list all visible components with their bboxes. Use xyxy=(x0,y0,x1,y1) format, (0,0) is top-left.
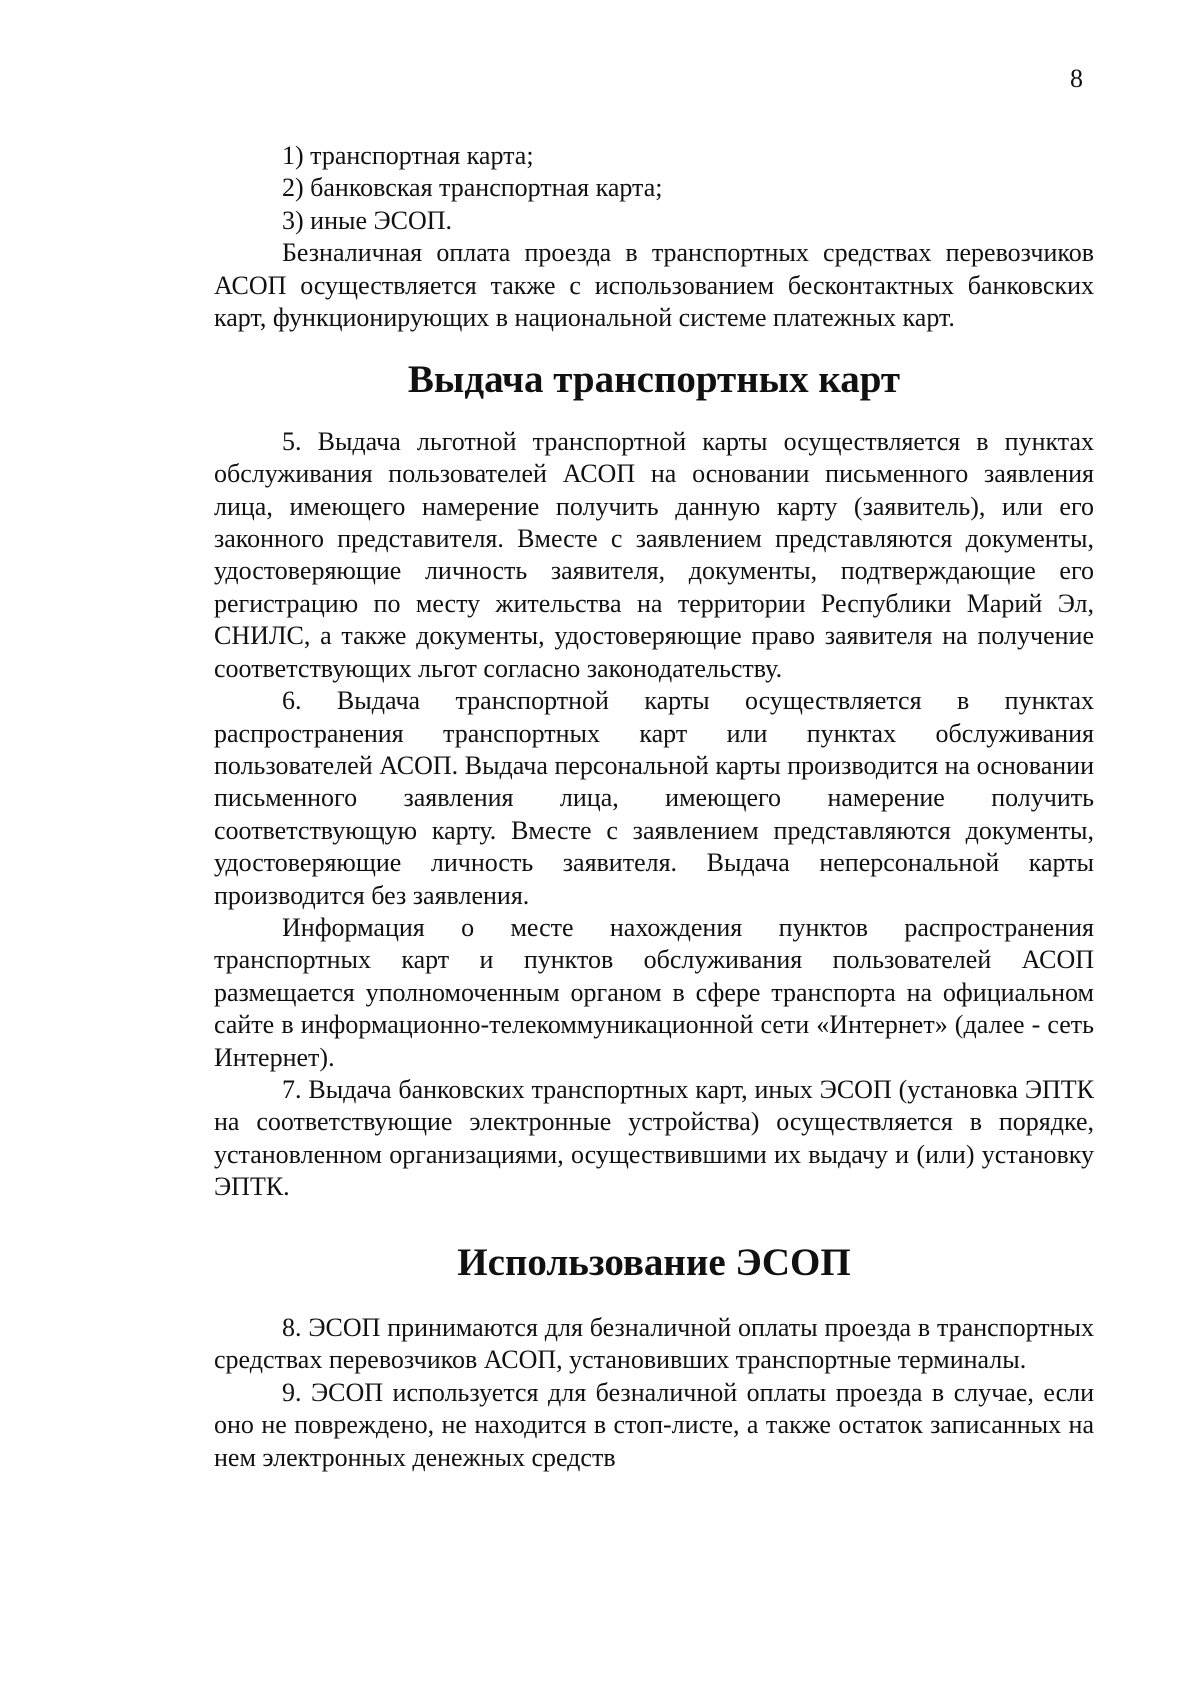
paragraph-7: 7. Выдача банковских транспортных карт, иных ЭСОП (установка ЭПТК на соответствующие электронные устройства) осуществляется в порядке, установленном организациями, осуществившими их выдачу и (или) установку ЭПТК. xyxy=(214,1074,1094,1202)
paragraph-info: Информация о месте нахождения пунктов распространения транспортных карт и пунктов обслуживания пользователей АСОП размещается уполномоченным органом в сфере транспорта на официальном сайте в информационно-телекоммуникационной сети «Интернет» (далее - сеть Интернет). xyxy=(214,912,1094,1072)
section-heading-issuance: Выдача транспортных карт xyxy=(407,358,901,402)
paragraph-5: 5. Выдача льготной транспортной карты осуществляется в пунктах обслуживания пользователей АСОП на основании письменного заявления лица, имеющего намерение получить данную карту (заявитель), или его законного представителя. Вместе с заявлением представляются документы, удостоверяющие личность заявителя, документы, подтверждающие его регистрацию по месту жительства на территории Республики Марий Эл, СНИЛС, а также документы, удостоверяющие право заявителя на получение соответствующих льгот согласно законодательству. xyxy=(214,426,1094,683)
list-item: 1) транспортная карта; xyxy=(282,141,534,170)
section-heading-usage: Использование ЭСОП xyxy=(457,1240,851,1284)
document-body xyxy=(214,140,1094,1474)
paragraph-8: 8. ЭСОП принимаются для безналичной оплаты проезда в транспортных средствах перевозчиков АСОП, установивших транспортные терминалы. xyxy=(214,1313,1094,1375)
list-item: 3) иные ЭСОП. xyxy=(282,205,453,235)
paragraph-9: 9. ЭСОП используется для безналичной оплаты проезда в случае, если оно не повреждено, не находится в стоп-листе, а также остаток записанных на нем электронных денежных средств xyxy=(214,1377,1094,1472)
page-number: 8 xyxy=(1070,64,1083,93)
intro-paragraph: Безналичная оплата проезда в транспортных средствах перевозчиков АСОП осуществляется также с использованием бесконтактных банковских карт, функционирующих в национальной системе платежных карт. xyxy=(214,238,1094,333)
list-item: 2) банковская транспортная карта; xyxy=(282,173,663,203)
paragraph-6: 6. Выдача транспортной карты осуществляется в пунктах распространения транспортных карт или пунктах обслуживания пользователей АСОП. Выдача персональной карты производится на основании письменного заявления лица, имеющего намерение получить соответствующую карту. Вместе с заявлением представляются документы, удостоверяющие личность заявителя. Выдача неперсональной карты производится без заявления. xyxy=(214,686,1094,910)
